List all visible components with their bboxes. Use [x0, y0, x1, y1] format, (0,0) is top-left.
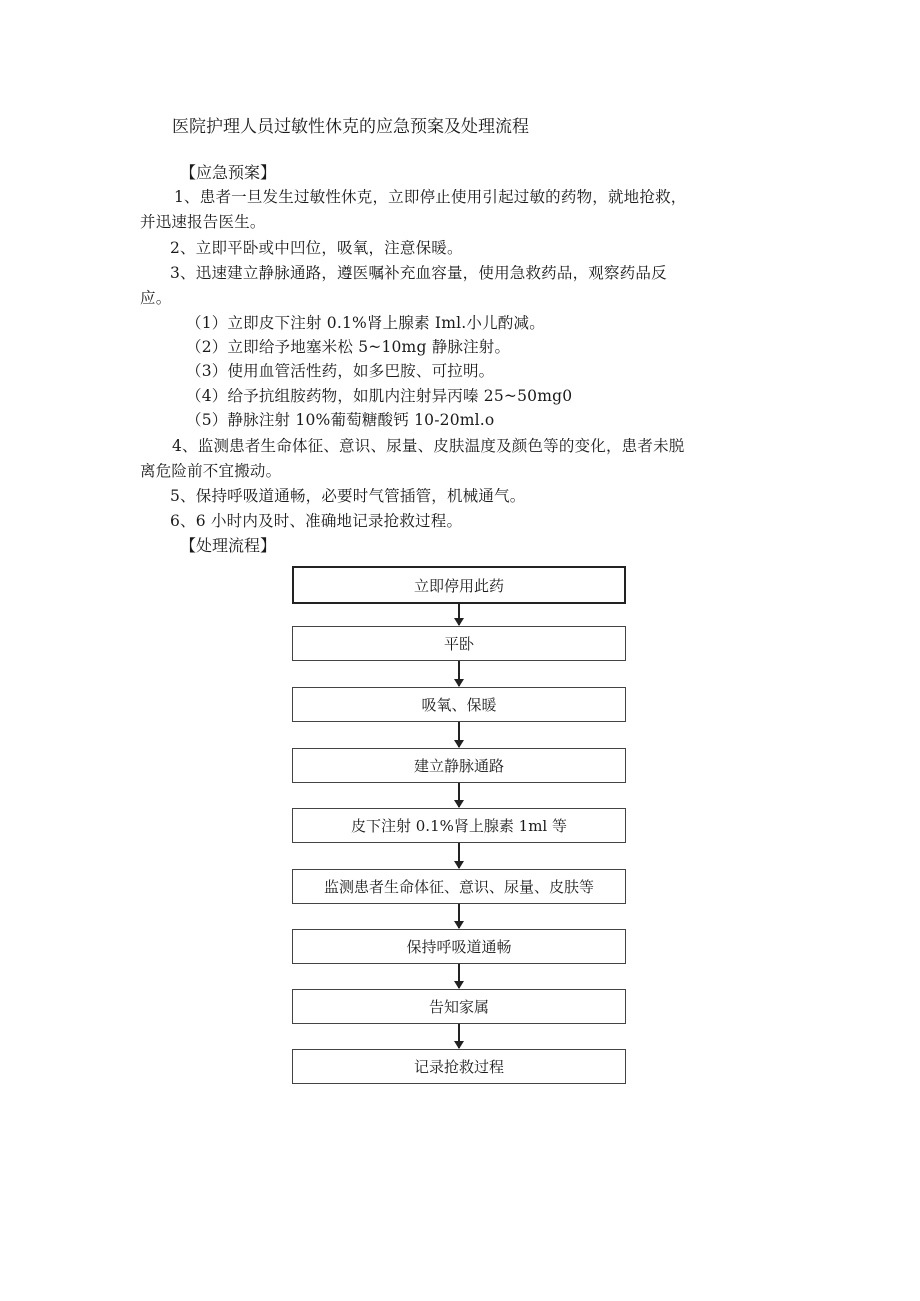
flow-step-inform-family: 告知家属	[292, 989, 626, 1024]
flow-arrow	[458, 661, 460, 686]
paragraph-line: 应。	[140, 289, 172, 307]
flow-step-epinephrine: 皮下注射 0.1%肾上腺素 1ml 等	[292, 808, 626, 843]
paragraph-line: （1）立即皮下注射 0.1%肾上腺素 Iml.小儿酌减。	[186, 314, 545, 332]
paragraph-line: 1、患者一旦发生过敏性休克，立即停止使用引起过敏的药物，就地抢救，	[174, 188, 687, 206]
paragraph-line: 3、迅速建立静脉通路，遵医嘱补充血容量，使用急救药品，观察药品反	[170, 264, 667, 282]
flow-step-record: 记录抢救过程	[292, 1049, 626, 1084]
flow-arrow	[458, 843, 460, 868]
flow-arrow	[458, 964, 460, 988]
flow-step-monitor: 监测患者生命体征、意识、尿量、皮肤等	[292, 869, 626, 904]
paragraph-line: 离危险前不宜搬动。	[140, 462, 282, 480]
flow-arrow	[458, 722, 460, 747]
flow-arrow	[458, 1024, 460, 1048]
flow-arrow	[458, 904, 460, 928]
flow-arrow	[458, 604, 460, 625]
paragraph-line: 4、监测患者生命体征、意识、尿量、皮肤温度及颜色等的变化，患者未脱	[172, 437, 685, 455]
paragraph-line: 6、6 小时内及时、准确地记录抢救过程。	[170, 512, 463, 530]
paragraph-line: （2）立即给予地塞米松 5~10mg 静脉注射。	[186, 338, 511, 356]
document-title: 医院护理人员过敏性休克的应急预案及处理流程	[172, 117, 529, 137]
emergency-plan-heading: 【应急预案】	[180, 163, 277, 182]
flow-step-oxygen-warmth: 吸氧、保暖	[292, 687, 626, 722]
flow-step-airway: 保持呼吸道通畅	[292, 929, 626, 964]
flow-step-iv-access: 建立静脉通路	[292, 748, 626, 783]
paragraph-line: （3）使用血管活性药，如多巴胺、可拉明。	[186, 362, 495, 380]
paragraph-line: （4）给予抗组胺药物，如肌内注射异丙嗪 25~50mg0	[186, 387, 573, 405]
flow-heading: 【处理流程】	[180, 536, 277, 555]
flow-step-lie-flat: 平卧	[292, 626, 626, 661]
paragraph-line: 2、立即平卧或中凹位，吸氧，注意保暖。	[170, 239, 463, 257]
paragraph-line: 5、保持呼吸道通畅，必要时气管插管，机械通气。	[170, 487, 526, 505]
paragraph-line: 并迅速报告医生。	[140, 213, 266, 231]
flow-step-stop-drug: 立即停用此药	[292, 566, 626, 604]
paragraph-line: （5）静脉注射 10%葡萄糖酸钙 10-20ml.o	[186, 411, 495, 429]
flow-arrow	[458, 783, 460, 807]
